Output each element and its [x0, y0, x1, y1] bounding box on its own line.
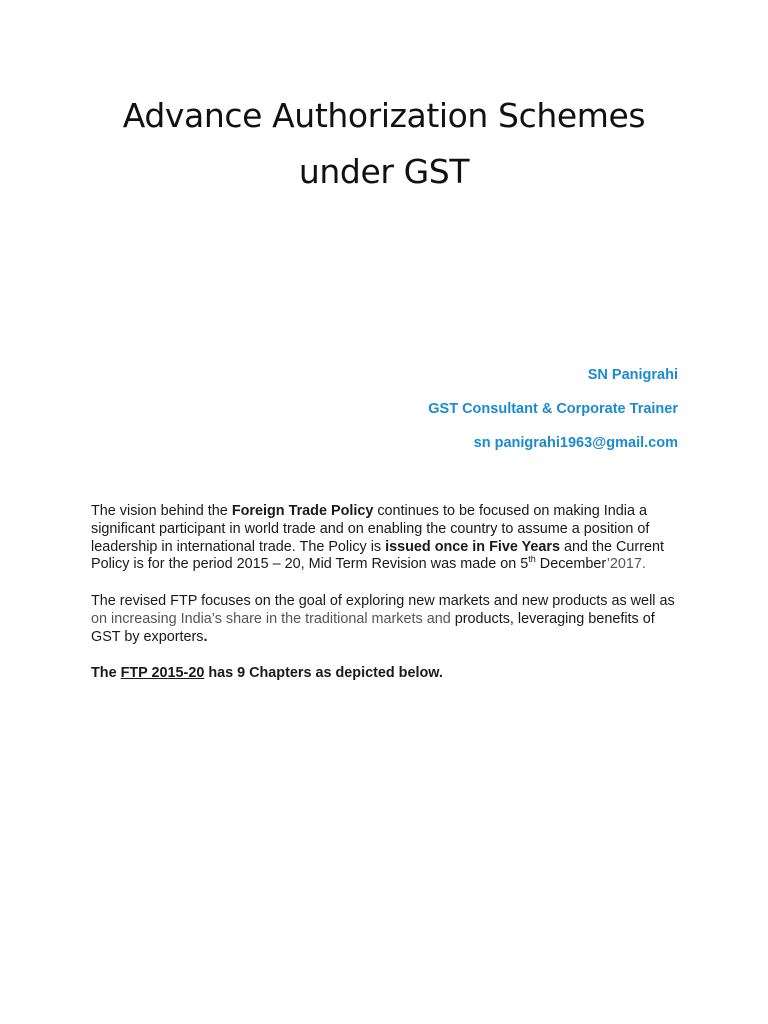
p2-text-4: . — [203, 628, 208, 645]
paragraph-chapters — [91, 665, 683, 683]
author-name: SN Panigrahi — [587, 367, 678, 383]
p1-text-3: and the Current Policy is for the period 2015 – 20, Mid Term Revision was made on 5 — [91, 538, 665, 573]
paragraph-ftp-vision — [91, 503, 683, 574]
p1-superscript: th — [528, 554, 536, 565]
p3-text-1: The — [91, 665, 121, 681]
paragraph-revised-ftp — [91, 593, 683, 646]
p1-bold-five-years: issued once in Five Years — [385, 538, 561, 555]
p1-text-5: ’2017. — [606, 556, 646, 573]
p2-text-2: on increasing India’s share in the traditional markets and — [91, 610, 451, 627]
p2-text-1: The revised FTP focuses on the goal of exploring new markets and new products as well as — [91, 593, 675, 609]
p3-text-2: has 9 Chapters as depicted below. — [204, 665, 443, 681]
p1-text-4: December — [535, 556, 607, 573]
p1-text-2: continues to be focused on making India a significant participant in world trade and on enabling the country to assume a position of leadership in international trade. The Policy is — [91, 503, 650, 555]
document-title — [0, 88, 768, 200]
ftp-2015-20-link[interactable]: FTP 2015-20 — [120, 665, 205, 681]
p1-bold-ftp: Foreign Trade Policy — [231, 503, 374, 519]
p1-text-1: The vision behind the — [91, 503, 232, 519]
title-line-2: under GST — [298, 152, 470, 191]
p2-text-3: products, leveraging benefits of GST by exporters — [91, 610, 655, 645]
title-line-1: Advance Authorization Schemes — [122, 96, 646, 135]
author-role: GST Consultant & Corporate Trainer — [428, 401, 678, 417]
author-email: sn panigrahi1963@gmail.com — [473, 435, 678, 451]
